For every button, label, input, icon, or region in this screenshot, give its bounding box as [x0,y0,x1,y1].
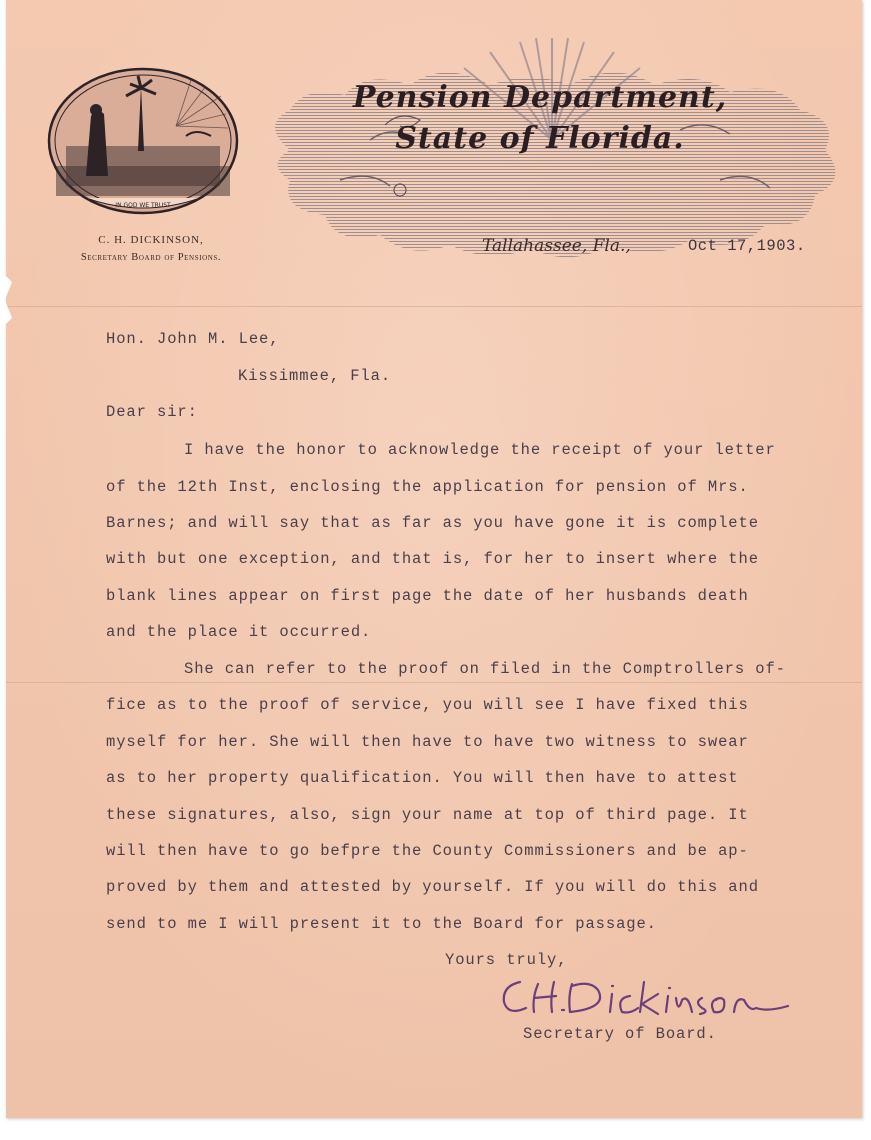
secretary-name: C. H. DICKINSON, [98,234,204,246]
body-line: these signatures, also, sign your name at top of third page. It [106,806,749,824]
addressee-city: Kissimmee, Fla. [238,367,392,385]
secretary-title: Secretary Board of Pensions. [80,252,222,263]
florida-seal-icon [46,66,240,216]
body-line: of the 12th Inst, enclosing the application for pension of Mrs. [106,478,749,496]
department-title [290,80,790,156]
handwritten-signature [498,968,818,1028]
department-line2: State of Florida. [395,121,685,156]
body-line: proved by them and attested by yourself. If you will do this and [106,878,759,896]
body-line: will then have to go befpre the County Commissioners and be ap- [106,842,749,860]
body-line: with but one exception, and that is, for her to insert where the [106,550,759,568]
fold-crease [6,306,862,307]
addressee: Hon. John M. Lee, [106,330,280,348]
body-line: She can refer to the proof on filed in the Comptrollers of- [184,660,786,678]
secretary-header [36,234,266,263]
body-line: blank lines appear on first page the date of her husbands death [106,587,749,605]
body-line: myself for her. She will then have to have two witness to swear [106,733,749,751]
body-line: send to me I will present it to the Board for passage. [106,915,657,933]
body-line: Barnes; and will say that as far as you have gone it is complete [106,514,759,532]
body-line: and the place it occurred. [106,623,372,641]
signer-title: Secretary of Board. [523,1025,717,1043]
seal-motto: IN GOD WE TRUST [115,202,171,209]
salutation: Dear sir: [106,403,198,421]
body-line: fice as to the proof of service, you will see I have fixed this [106,696,749,714]
body-line: as to her property qualification. You will then have to attest [106,769,739,787]
letterhead-place: Tallahassee, Fla., [482,236,631,256]
fold-crease [6,682,862,683]
letter-date: Oct 17,1903. [688,237,806,255]
body-line: I have the honor to acknowledge the receipt of your letter [184,441,776,459]
department-line1: Pension Department, [352,80,728,115]
closing: Yours truly, [445,951,568,969]
